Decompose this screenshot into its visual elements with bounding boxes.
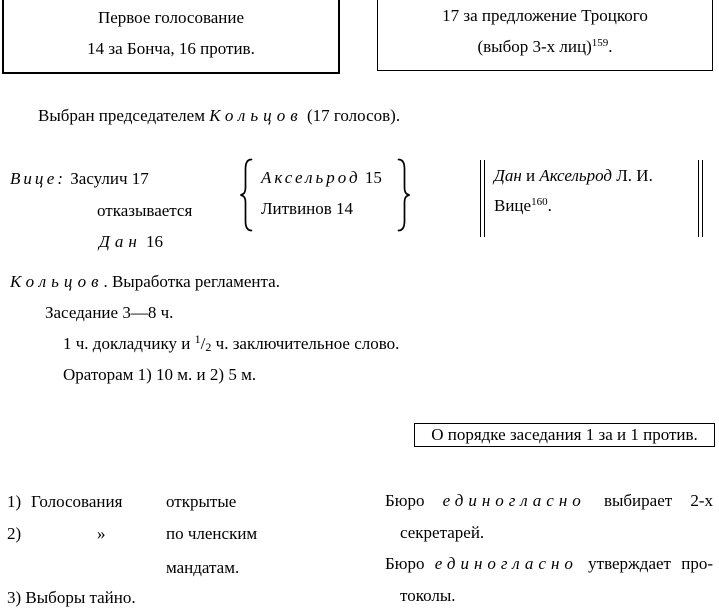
fraction-denominator: 2: [205, 340, 212, 354]
trotsky-vote-line2-period: .: [608, 37, 613, 56]
bureau2-w1: Бюро: [385, 554, 425, 573]
footnote-ref-159: 159: [591, 37, 609, 49]
brace-item-litvinov: Литвинов 14: [261, 199, 354, 218]
orators-line: Ораторам 1) 10 м. и 2) 5 м.: [63, 365, 257, 384]
bureau1-w1: Бюро: [385, 491, 425, 510]
trotsky-vote-box: [377, 0, 713, 71]
speaker-time-pre: 1 ч. докладчику и: [63, 334, 191, 353]
vice-label: Вице:: [10, 169, 67, 188]
rule2-value-line1: по членским: [166, 524, 258, 543]
double-rule-right-outer: [702, 160, 703, 237]
bureau-line2: [385, 554, 713, 574]
bureau-line1-cont: секретарей.: [400, 523, 485, 542]
rule2-ditto-mark: »: [97, 524, 106, 543]
bureau1-w3: выбирает: [603, 491, 673, 510]
trotsky-vote-line2-text: (выбор 3-х лиц): [477, 37, 592, 56]
chairman-line: [38, 106, 400, 126]
regulation-heading-rest: . Выработка регламента.: [103, 272, 280, 291]
double-rule-right-inner: [698, 160, 699, 237]
vice-result-line1: [494, 166, 653, 186]
regulation-heading: [10, 272, 280, 292]
speaker-time-line: [63, 334, 399, 354]
vice-dan-name: Дан: [99, 232, 142, 251]
vice-refuses: отказывается: [97, 201, 193, 220]
rule1-value: открытые: [166, 492, 237, 511]
vice-dan-votes: 16: [146, 232, 163, 251]
bureau-line2-cont: токолы.: [400, 586, 456, 605]
result-dan: Дан: [494, 166, 522, 185]
double-rule-left-inner: [484, 160, 485, 237]
footnote-ref-160: 160: [531, 196, 548, 208]
right-brace-icon: [396, 158, 412, 232]
order-of-session-text: О порядке заседания 1 за и 1 против.: [431, 425, 698, 444]
fraction-numerator: 1: [194, 332, 201, 346]
bureau-line1: [385, 491, 713, 511]
fraction-slash: /: [200, 334, 206, 353]
speaker-time-post: ч. заключительное слово.: [215, 334, 400, 353]
bureau2-w2: единогласно: [434, 554, 578, 573]
bureau2-w3: утверждает: [588, 554, 671, 573]
vice-zasulich: Засулич 17: [70, 169, 149, 188]
result-vice-word: Вице: [494, 196, 532, 215]
vice-result-line2: [494, 196, 552, 216]
vice-line-1: [10, 169, 149, 189]
trotsky-vote-line2: [378, 37, 712, 57]
result-period: .: [547, 196, 552, 215]
chairman-pre: Выбран председателем: [38, 106, 205, 125]
fraction-half: [195, 334, 212, 353]
rule2-value-line2: мандатам.: [166, 558, 240, 577]
result-axelrod: Аксельрод: [539, 166, 613, 185]
first-vote-line1: Первое голосование: [97, 8, 245, 27]
rule1-number: 1): [7, 492, 22, 511]
bureau1-w2: единогласно: [442, 491, 586, 510]
trotsky-vote-line1: 17 за предложение Троцкого: [442, 6, 648, 25]
result-conj: и: [526, 166, 536, 185]
bureau1-w4: 2-х: [690, 491, 713, 510]
bureau2-w4: про-: [681, 554, 713, 573]
first-vote-line2: 14 за Бонча, 16 против.: [87, 39, 255, 58]
double-rule-left-outer: [480, 160, 481, 237]
regulation-koltsov: Кольцов: [10, 272, 104, 291]
order-of-session-box: [414, 423, 715, 447]
rule2-number: 2): [7, 524, 22, 543]
axelrod-votes: 15: [364, 168, 382, 187]
session-hours: Заседание 3—8 ч.: [45, 303, 174, 322]
brace-item-axelrod: [261, 168, 382, 188]
chairman-name: Кольцов: [209, 106, 303, 125]
chairman-votes: (17 голосов).: [306, 106, 401, 125]
first-vote-box: [2, 0, 340, 74]
left-brace-icon: [238, 158, 254, 232]
rule3-line: 3) Выборы тайно.: [7, 588, 136, 607]
axelrod-name: Аксельрод: [261, 168, 361, 187]
result-initials: Л. И.: [616, 166, 653, 185]
vice-line-3: [99, 232, 163, 252]
rule1-label: Голосования: [31, 492, 123, 511]
